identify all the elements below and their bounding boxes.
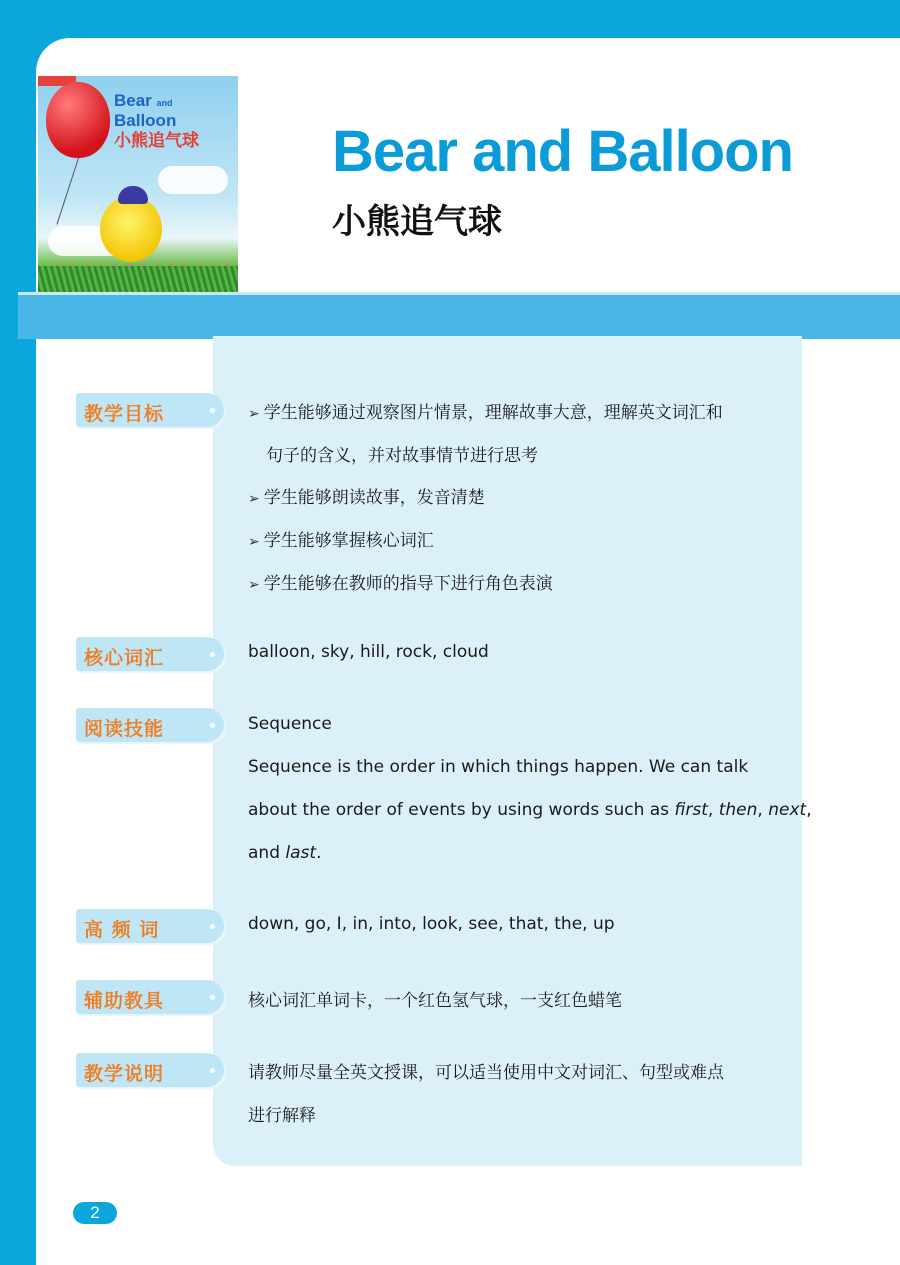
arrow-bullet-icon: ➢ xyxy=(248,577,260,593)
book-cover-image xyxy=(38,76,238,292)
dot-icon xyxy=(210,995,215,1000)
teaching-notes-text: 请教师尽量全英文授课，可以适当使用中文对词汇、句型或难点 xyxy=(248,1063,724,1083)
dot-icon xyxy=(210,652,215,657)
teaching-notes-text: 进行解释 xyxy=(248,1106,316,1126)
objective-item: ➢ 学生能够朗读故事，发音清楚 xyxy=(248,488,485,508)
objective-item: ➢ 学生能够掌握核心词汇 xyxy=(248,531,434,551)
cover-title-en: Bear and Balloon xyxy=(114,91,177,130)
label-high-frequency: 高 频 词 xyxy=(76,909,224,943)
cover-title-cn: 小熊追气球 xyxy=(114,131,199,151)
arrow-bullet-icon: ➢ xyxy=(248,406,260,422)
core-vocab-text: balloon, sky, hill, rock, cloud xyxy=(248,642,489,662)
label-core-vocab: 核心词汇 xyxy=(76,637,224,671)
reading-skill-text: and last. xyxy=(248,843,322,863)
label-teaching-aids: 辅助教具 xyxy=(76,980,224,1014)
arrow-bullet-icon: ➢ xyxy=(248,534,260,550)
dot-icon xyxy=(210,1068,215,1073)
cover-grass xyxy=(38,266,238,292)
header-band xyxy=(18,292,900,339)
bear-hat xyxy=(118,186,148,204)
reading-skill-heading: Sequence xyxy=(248,714,332,734)
page-title: Bear and Balloon xyxy=(332,119,793,184)
teaching-aids-text: 核心词汇单词卡，一个红色氢气球，一支红色蜡笔 xyxy=(248,991,622,1011)
dot-icon xyxy=(210,723,215,728)
reading-skill-text: Sequence is the order in which things happen. We can talk xyxy=(248,757,749,777)
dot-icon xyxy=(210,408,215,413)
dot-icon xyxy=(210,924,215,929)
label-teaching-notes: 教学说明 xyxy=(76,1053,224,1087)
objective-item: ➢ 学生能够在教师的指导下进行角色表演 xyxy=(248,574,553,594)
label-reading-skill: 阅读技能 xyxy=(76,708,224,742)
objective-item: ➢ 学生能够通过观察图片情景，理解故事大意，理解英文词汇和 xyxy=(248,403,723,423)
objective-item-cont: 句子的含义，并对故事情节进行思考 xyxy=(266,446,538,466)
high-frequency-words: down, go, I, in, into, look, see, that, the, up xyxy=(248,914,615,934)
reading-skill-text: about the order of events by using words such as first, then, next, xyxy=(248,800,812,820)
arrow-bullet-icon: ➢ xyxy=(248,491,260,507)
label-objectives: 教学目标 xyxy=(76,393,224,427)
cover-cloud xyxy=(158,166,228,194)
bear-illustration xyxy=(100,196,162,262)
page-subtitle: 小熊追气球 xyxy=(332,202,502,242)
balloon-string xyxy=(56,158,79,225)
balloon-illustration xyxy=(46,82,110,158)
page-number: 2 xyxy=(73,1202,117,1224)
